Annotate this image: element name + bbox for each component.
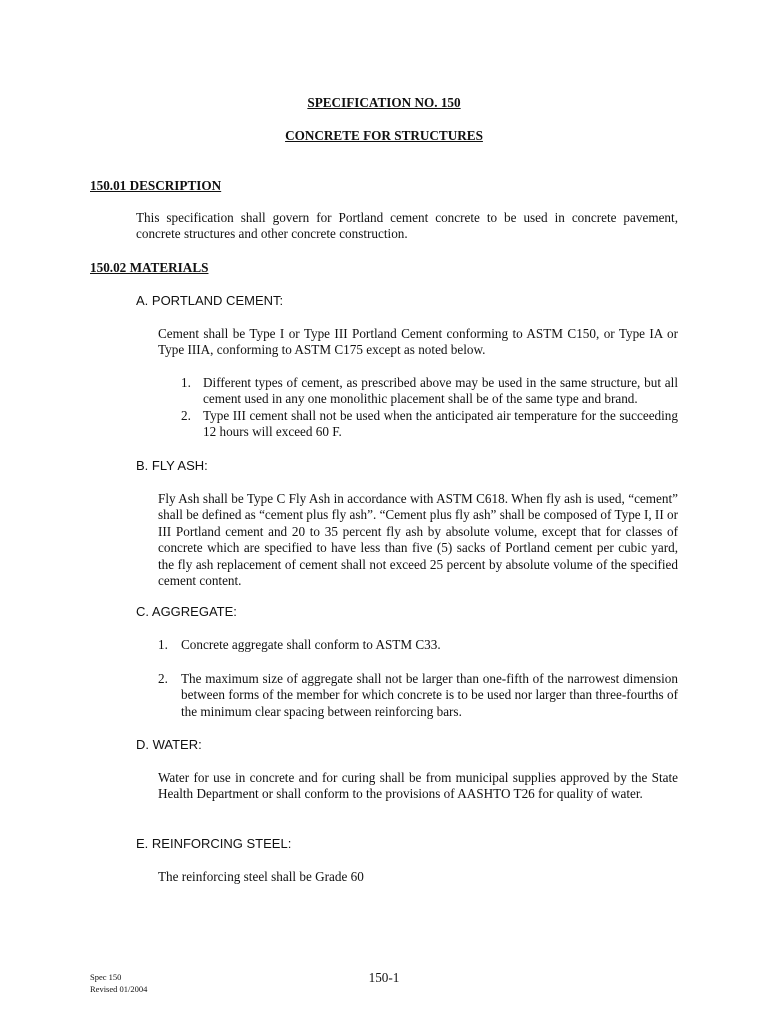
list-item xyxy=(181,375,678,408)
subsection-heading-reinforcing-steel: E. REINFORCING STEEL: xyxy=(136,836,292,851)
list-item-text: Type III cement shall not be used when the anticipated air temperature for the succeeding 12 hours will exceed 60 F. xyxy=(203,408,678,440)
water-paragraph: Water for use in concrete and for curing shall be from municipal supplies approved by the State Health Department or shall conform to the provisions of AASHTO T26 for quality of water. xyxy=(158,770,678,802)
list-item-number: 2. xyxy=(181,408,191,423)
description-paragraph: This specification shall govern for Portland cement concrete to be used in concrete pavement, concrete structures and other concrete construction. xyxy=(136,210,678,242)
subsection-heading-aggregate: C. AGGREGATE: xyxy=(136,604,237,619)
fly-ash-paragraph: Fly Ash shall be Type C Fly Ash in accordance with ASTM C618. When fly ash is used, “cement” shall be defined as “cement plus fly ash”. “Cement plus fly ash” shall be composed of Type I, II or III Portland cement and 20 to 35 percent fly ash by absolute volume, except that for classes of concrete which are specified to have less than five (5) sacks of Portland cement per cubic yard, the fly ash replacement of cement shall not exceed 25 percent by absolute volume of the specified cement content. xyxy=(158,491,678,589)
list-item-text: Concrete aggregate shall conform to ASTM C33. xyxy=(181,637,441,652)
list-item-number: 1. xyxy=(158,637,168,652)
spec-title: SPECIFICATION NO. 150 xyxy=(307,95,461,110)
section-heading-description: 150.01 DESCRIPTION xyxy=(90,178,222,193)
portland-cement-paragraph: Cement shall be Type I or Type III Portland Cement conforming to ASTM C150, or Type IA or Type IIIA, conforming to ASTM C175 except as noted below. xyxy=(158,326,678,358)
spec-subtitle: CONCRETE FOR STRUCTURES xyxy=(285,128,483,143)
list-item-text: Different types of cement, as prescribed above may be used in the same structure, but all cement used in any one monolithic placement shall be of the same type and brand. xyxy=(203,375,678,407)
list-item xyxy=(158,671,678,720)
list-item xyxy=(158,637,678,653)
footer-revised-label: Revised 01/2004 xyxy=(90,984,148,994)
reinforcing-steel-paragraph: The reinforcing steel shall be Grade 60 xyxy=(158,869,364,884)
list-item-number: 1. xyxy=(181,375,191,390)
subsection-heading-fly-ash: B. FLY ASH: xyxy=(136,458,208,473)
subsection-heading-portland-cement: A. PORTLAND CEMENT: xyxy=(136,293,284,308)
footer-spec-label: Spec 150 xyxy=(90,972,122,982)
page-number: 150-1 xyxy=(368,970,400,985)
list-item-text: The maximum size of aggregate shall not be larger than one-fifth of the narrowest dimension between forms of the member for which concrete is to be used nor larger than three-fourths of the minimum clear spacing between reinforcing bars. xyxy=(181,671,678,719)
list-item-number: 2. xyxy=(158,671,168,686)
section-heading-materials: 150.02 MATERIALS xyxy=(90,260,209,275)
list-item xyxy=(181,408,678,441)
subsection-heading-water: D. WATER: xyxy=(136,737,202,752)
